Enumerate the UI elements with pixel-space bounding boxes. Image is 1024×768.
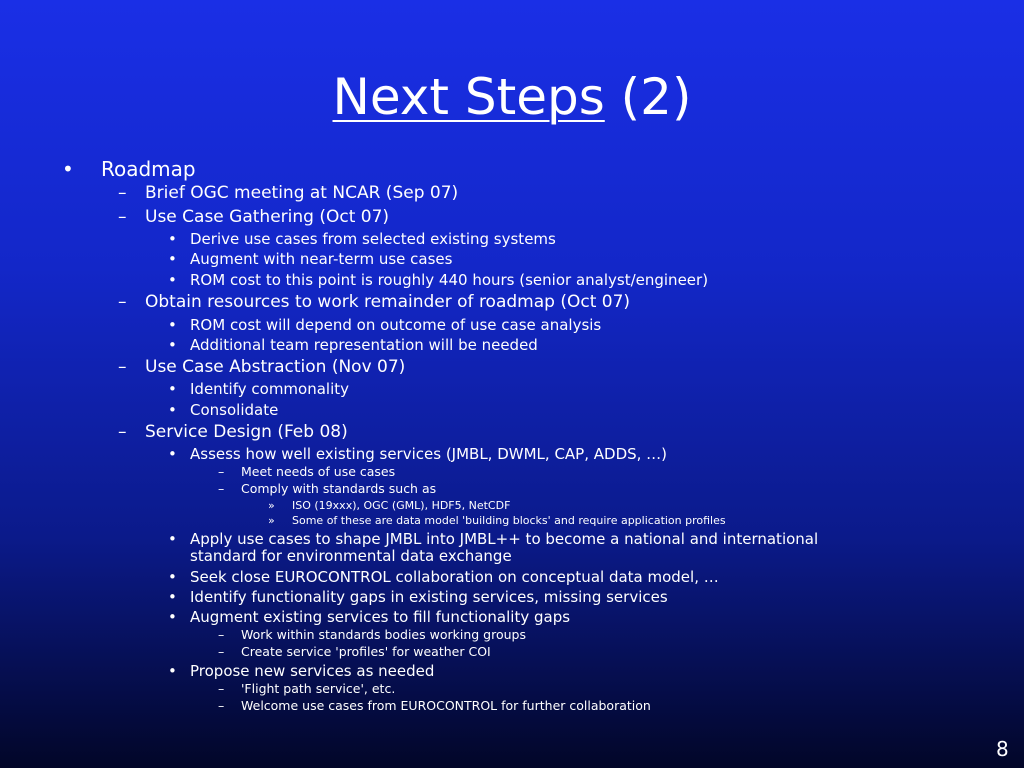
bullet: – xyxy=(218,627,225,642)
item-text: Assess how well existing services (JMBL, DWML, CAP, ADDS, …) xyxy=(190,445,668,463)
bullet: • xyxy=(62,157,74,181)
bullet: • xyxy=(168,271,177,289)
item-text-continuation: standard for environmental data exchange xyxy=(190,547,512,565)
item-text: Work within standards bodies working groups xyxy=(241,627,526,642)
item-text: Comply with standards such as xyxy=(241,481,437,496)
title-link[interactable]: Next Steps xyxy=(332,68,605,126)
item-text: Apply use cases to shape JMBL into JMBL++ to become a national and international xyxy=(190,530,819,548)
item-text: ROM cost to this point is roughly 440 hours (senior analyst/engineer) xyxy=(190,271,709,289)
page-number: 8 xyxy=(996,737,1009,761)
bullet: » xyxy=(268,514,275,527)
item-text: Propose new services as needed xyxy=(190,662,435,680)
bullet: • xyxy=(168,568,177,586)
bullet: – xyxy=(118,357,127,377)
bullet: • xyxy=(168,336,177,354)
item-text: Brief OGC meeting at NCAR (Sep 07) xyxy=(145,183,459,203)
bullet: • xyxy=(168,608,177,626)
bullet: • xyxy=(168,380,177,398)
item-text: Identify functionality gaps in existing services, missing services xyxy=(190,588,668,606)
bullet: – xyxy=(118,422,127,442)
item-text: ROM cost will depend on outcome of use case analysis xyxy=(190,316,602,334)
item-text: Additional team representation will be needed xyxy=(190,336,538,354)
bullet: – xyxy=(118,207,127,227)
bullet: • xyxy=(168,401,177,419)
item-text: Identify commonality xyxy=(190,380,350,398)
item-text: 'Flight path service', etc. xyxy=(241,681,396,696)
bullet: – xyxy=(118,183,127,203)
bullet: – xyxy=(218,698,225,713)
bullet: – xyxy=(218,644,225,659)
item-text: Derive use cases from selected existing systems xyxy=(190,230,556,248)
bullet: • xyxy=(168,530,177,548)
item-text: Augment with near-term use cases xyxy=(190,250,453,268)
bullet: • xyxy=(168,230,177,248)
item-text: Use Case Abstraction (Nov 07) xyxy=(145,357,406,377)
slide-title xyxy=(0,66,1024,128)
bullet: – xyxy=(118,292,127,312)
bullet: – xyxy=(218,481,225,496)
item-text: Use Case Gathering (Oct 07) xyxy=(145,207,390,227)
item-text: Seek close EUROCONTROL collaboration on conceptual data model, … xyxy=(190,568,719,586)
item-text: Welcome use cases from EUROCONTROL for further collaboration xyxy=(241,698,651,713)
item-text: Roadmap xyxy=(101,157,196,181)
item-text: Obtain resources to work remainder of roadmap (Oct 07) xyxy=(145,292,631,312)
item-text: ISO (19xxx), OGC (GML), HDF5, NetCDF xyxy=(292,499,511,512)
bullet: • xyxy=(168,316,177,334)
item-text: Meet needs of use cases xyxy=(241,464,396,479)
title-suffix: (2) xyxy=(620,68,692,126)
bullet: • xyxy=(168,445,177,463)
item-text: Some of these are data model 'building blocks' and require application profiles xyxy=(292,514,726,527)
item-text: Consolidate xyxy=(190,401,279,419)
bullet: » xyxy=(268,499,275,512)
bullet: – xyxy=(218,681,225,696)
bullet: – xyxy=(218,464,225,479)
item-text: Augment existing services to fill functionality gaps xyxy=(190,608,571,626)
item-text: Create service 'profiles' for weather COI xyxy=(241,644,491,659)
item-text: Service Design (Feb 08) xyxy=(145,422,348,442)
bullet: • xyxy=(168,250,177,268)
bullet: • xyxy=(168,588,177,606)
bullet: • xyxy=(168,662,177,680)
